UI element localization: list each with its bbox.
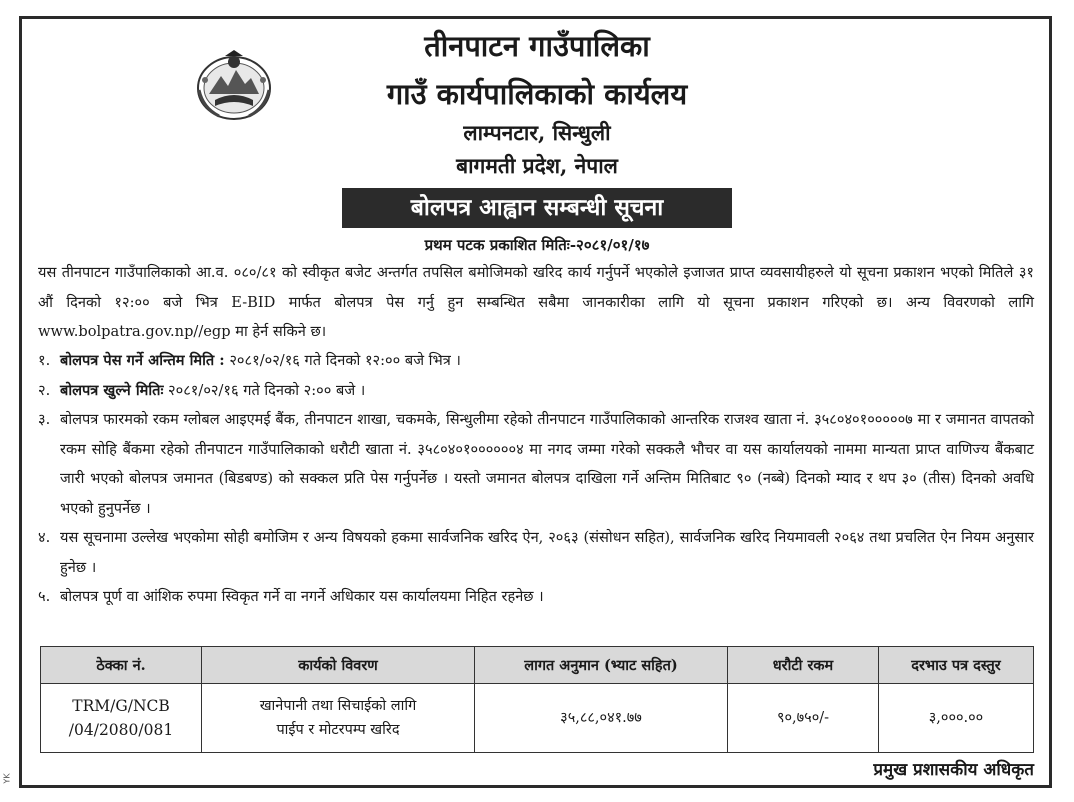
list-item bbox=[38, 346, 1034, 376]
cost-estimate-cell: ३५,८८,०४१.७७ bbox=[475, 684, 728, 753]
notice-title: बोलपत्र आह्वान सम्बन्धी सूचना bbox=[342, 188, 732, 228]
side-mark: YK bbox=[2, 773, 12, 784]
intro-paragraph: यस तीनपाटन गाउँपालिकाको आ.व. ०८०/८१ को स्वीकृत बजेट अन्तर्गत तपसिल बमोजिमको खरिद कार्य गर्नुपर्ने भएकोले इजाजत प्राप्त व्यवसायीहरुले यो सूचना प्रकाशन भएको मितिले ३१ औं दिनको १२:०० बजे भित्र E-BID मार्फत बोलपत्र पेस गर्नु हुन सम्बन्धित सबैमा जानकारीका लागि यो सूचना प्रकाशन गरिएको छ। अन्य विवरणको लागि www.bolpatra.gov.np//egp मा हेर्न सकिने छ। bbox=[38, 264, 1034, 340]
table-header-row bbox=[41, 647, 1034, 684]
column-header: लागत अनुमान (भ्याट सहित) bbox=[475, 647, 728, 684]
item-text: २०८१/०२/१६ गते दिनको २:०० बजे । bbox=[163, 381, 366, 399]
deposit-amount-cell: ९०,७५०/- bbox=[728, 684, 879, 753]
work-description-cell: खानेपानी तथा सिचाईको लागि पाईप र मोटरपम्प खरिद bbox=[202, 684, 475, 753]
column-header: दरभाउ पत्र दस्तुर bbox=[879, 647, 1034, 684]
office-name: गाउँ कार्यपालिकाको कार्यलय bbox=[386, 77, 688, 111]
item-number: ३. bbox=[38, 411, 51, 428]
list-item bbox=[38, 582, 1034, 612]
column-header: धरौटी रकम bbox=[728, 647, 879, 684]
table-row bbox=[41, 684, 1034, 753]
contract-number-cell: TRM/G/NCB /04/2080/081 bbox=[41, 684, 202, 753]
item-label: बोलपत्र पेस गर्ने अन्तिम मिति : bbox=[60, 352, 225, 369]
org-name: तीनपाटन गाउँपालिका bbox=[424, 29, 650, 63]
list-item bbox=[38, 405, 1034, 523]
office-address: लाम्पनटार, सिन्धुली bbox=[463, 120, 611, 145]
bid-fee-cell: ३,०००.०० bbox=[879, 684, 1034, 753]
contract-table bbox=[40, 646, 1034, 753]
item-number: ४. bbox=[38, 529, 51, 546]
item-text: बोलपत्र पूर्ण वा आंशिक रुपमा स्विकृत गर्ने वा नगर्ने अधिकार यस कार्यालयमा निहित रहनेछ । bbox=[60, 588, 544, 605]
item-text: यस सूचनामा उल्लेख भएकोमा सोही बमोजिम र अन्य विषयको हकमा सार्वजनिक खरिद ऐन, २०६३ (संसोधन सहित), सार्वजनिक खरिद नियमावली २०६४ तथा प्रचलित ऐन नियम अनुसार हुनेछ । bbox=[60, 529, 1034, 576]
publication-date: प्रथम पटक प्रकाशित मितिः-२०८१/०१/१७ bbox=[424, 236, 650, 254]
conditions-list bbox=[38, 346, 1034, 612]
item-text: २०८१/०२/१६ गते दिनको १२:०० बजे भित्र । bbox=[224, 352, 461, 369]
item-number: ५. bbox=[38, 588, 51, 605]
list-item bbox=[38, 523, 1034, 582]
column-header: ठेक्का नं. bbox=[41, 647, 202, 684]
item-number: २. bbox=[38, 381, 51, 399]
column-header: कार्यको विवरण bbox=[202, 647, 475, 684]
item-number: १. bbox=[38, 352, 51, 369]
province-name: बागमती प्रदेश, नेपाल bbox=[456, 153, 618, 178]
signatory-title: प्रमुख प्रशासकीय अधिकृत bbox=[873, 760, 1034, 780]
list-item bbox=[38, 376, 1034, 406]
item-text: बोलपत्र फारमको रकम ग्लोबल आइएमई बैंक, तीनपाटन शाखा, चकमके, सिन्धुलीमा रहेको तीनपाटन गाउँपालिकाको आन्तरिक राजश्व खाता नं. ३५८०४०१०००००७ मा र जमानत वापतको रकम सोहि बैंकमा रहेको तीनपाटन गाउँपालिकाको धरौटी खाता नं. ३५८०४०१००००००४ मा नगद जम्मा गरेको सक्कलै भौचर वा यस कार्यालयको नाममा मान्यता प्राप्त वाणिज्य बैंकबाट जारी भएको बोलपत्र जमानत (बिडबण्ड) को सक्कल प्रति पेस गर्नुपर्नेछ । यस्तो जमानत बोलपत्र दाखिला गर्ने अन्तिम मितिबाट ९० (नब्बे) दिनको म्याद र थप ३० (तीस) दिनको अवधि भएको हुनुपर्नेछ । bbox=[60, 411, 1034, 517]
item-label: बोलपत्र खुल्ने मितिः bbox=[60, 381, 164, 399]
